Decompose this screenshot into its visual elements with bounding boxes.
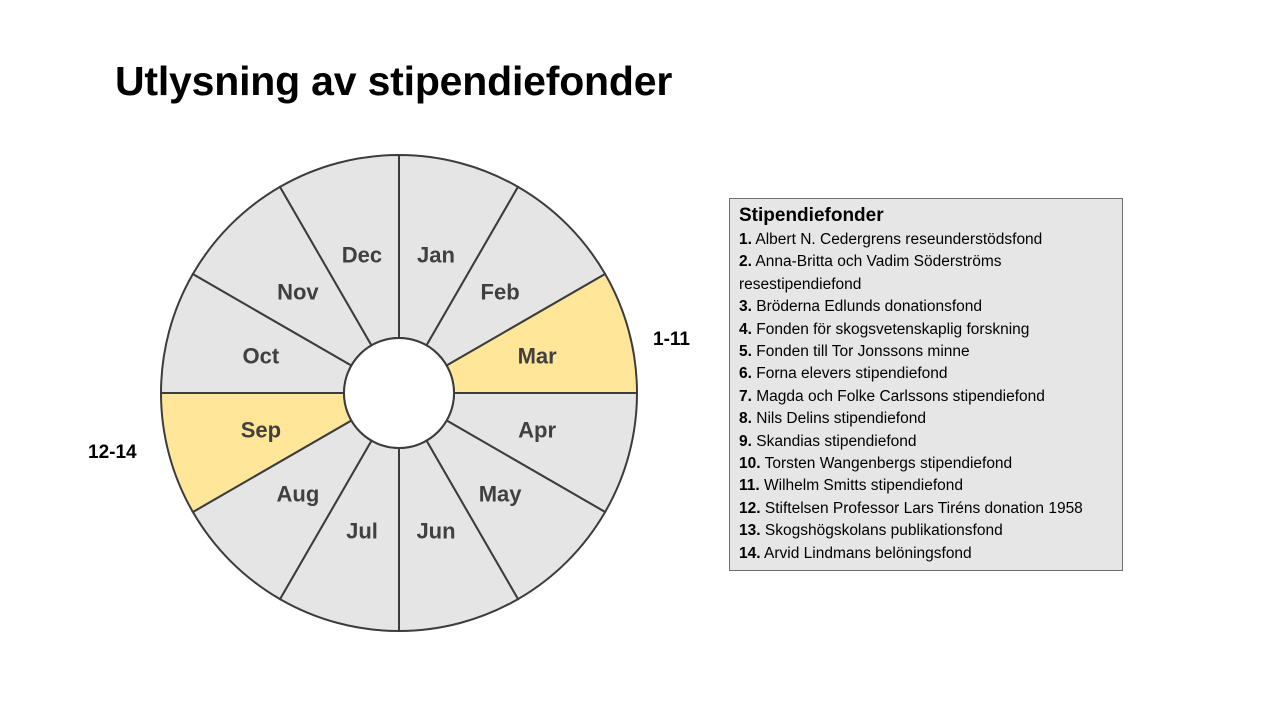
legend-item (739, 431, 1122, 453)
legend-item-number: 1. (739, 231, 752, 248)
legend-item-text: Skandias stipendiefond (756, 432, 917, 450)
legend-item (739, 520, 1122, 542)
legend-item-number: 4. (739, 320, 752, 338)
legend-item-number: 3. (739, 298, 752, 316)
legend-item-number: 8. (739, 410, 752, 428)
legend-item-text: Nils Delins stipendiefond (756, 410, 926, 428)
legend-list (739, 229, 1122, 565)
month-label-feb: Feb (480, 279, 520, 305)
legend-item (739, 453, 1122, 475)
legend-item-number: 13. (739, 522, 761, 540)
legend-item-text: Wilhelm Smitts stipendiefond (764, 477, 964, 495)
legend-item-number: 5. (739, 343, 752, 361)
legend-item-number: 12. (739, 499, 761, 517)
month-label-jul: Jul (346, 518, 378, 544)
month-label-mar: Mar (517, 343, 557, 369)
annotation-mar: 1-11 (653, 329, 690, 350)
legend-item (739, 498, 1122, 520)
legend-item (739, 408, 1122, 430)
legend-item-text: Torsten Wangenbergs stipendiefond (764, 455, 1013, 473)
legend-item-number: 9. (739, 432, 752, 450)
legend-box (729, 198, 1123, 571)
month-label-dec: Dec (341, 242, 383, 268)
legend-item-text: Skogshögskolans publikationsfond (764, 522, 1003, 540)
legend-item (739, 319, 1122, 341)
legend-item-number: 7. (739, 387, 752, 405)
month-label-oct: Oct (242, 343, 280, 369)
legend-item-text: Bröderna Edlunds donationsfond (756, 298, 983, 316)
annotation-sep: 12-14 (88, 442, 137, 463)
legend-item (739, 475, 1122, 497)
month-label-sep: Sep (240, 417, 282, 443)
legend-item-text: Magda och Folke Carlssons stipendiefond (756, 387, 1045, 405)
month-label-may: May (478, 481, 522, 507)
legend-item-number: 6. (739, 365, 752, 383)
legend-item-number: 2. (739, 253, 752, 271)
legend-item (739, 251, 1122, 296)
legend-item-text: Forna elevers stipendiefond (756, 365, 948, 383)
month-label-aug: Aug (276, 481, 320, 507)
legend-item-number: 11. (739, 477, 760, 495)
month-label-jun: Jun (416, 518, 456, 544)
page-title: Utlysning av stipendiefonder (115, 58, 673, 104)
legend-item-text: Albert N. Cedergrens reseunderstödsfond (755, 231, 1043, 248)
legend-item (739, 543, 1122, 565)
legend-item (739, 341, 1122, 363)
legend-item-number: 14. (739, 544, 761, 562)
legend-item-text: Anna-Britta och Vadim Söderströms resestipendiefond (739, 253, 1002, 293)
legend-item (739, 296, 1122, 318)
wheel-center (344, 338, 454, 448)
month-label-nov: Nov (277, 279, 319, 305)
month-label-jan: Jan (417, 242, 455, 268)
legend-item-text: Fonden för skogsvetenskaplig forskning (756, 320, 1030, 338)
month-label-apr: Apr (518, 417, 557, 443)
legend-title: Stipendiefonder (739, 205, 884, 226)
legend-item-number: 10. (739, 455, 761, 473)
legend-item-text: Fonden till Tor Jonssons minne (756, 343, 970, 361)
legend-item (739, 363, 1122, 385)
legend-item (739, 386, 1122, 408)
legend-item-text: Arvid Lindmans belöningsfond (764, 544, 972, 562)
legend-item (739, 229, 1122, 251)
legend-item-text: Stiftelsen Professor Lars Tiréns donation 1958 (764, 499, 1083, 517)
